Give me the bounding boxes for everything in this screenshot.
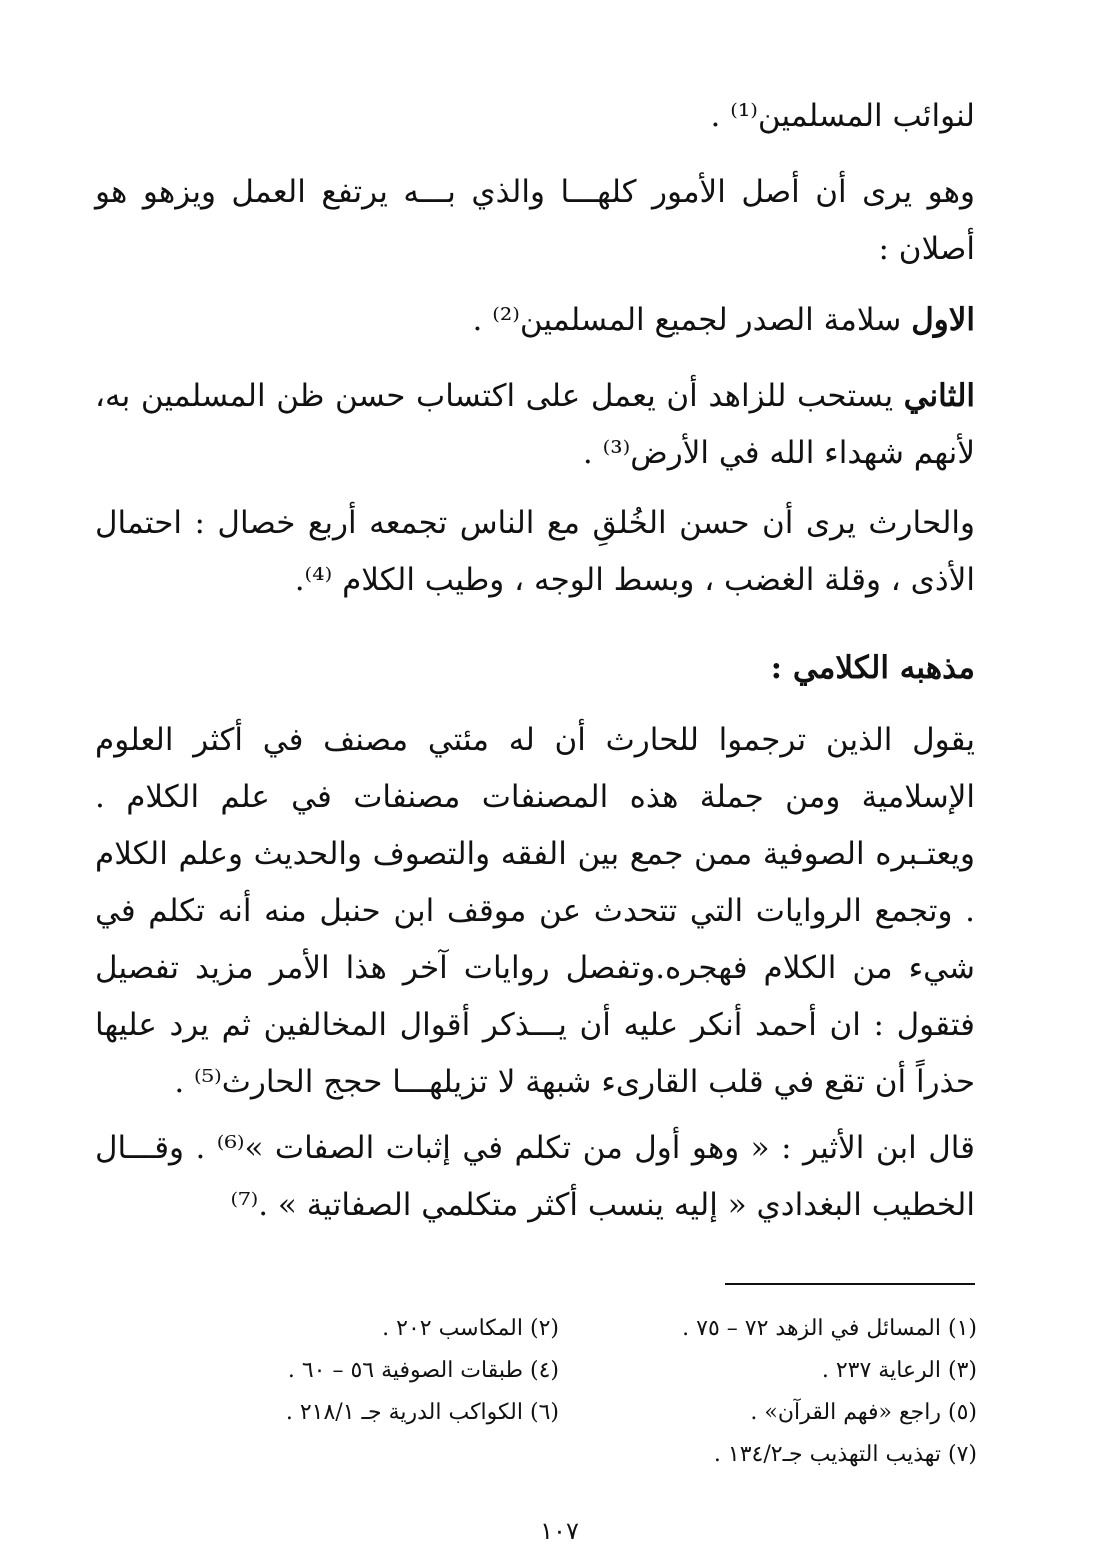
paragraph-5: والحارث يرى أن حسن الخُلقِ مع الناس تجمعه أربع خصال : احتمال الأذى ، وقلة الغضب ، وبسط الوجه ، وطيب الكلام ⁽⁴⁾. [95, 505, 975, 598]
paragraph-6: يقول الذين ترجموا للحارث أن له مئتي مصنف في أكثر العلوم الإسلامية ومن جملة هذه المصنفات مصنفات في علم الكلام . ويعتـبره الصوفية ممن جمع بين الفقه والتصوف والحديث وعلم الكلام . وتجمع الروايات التي تتحدث عن موقف ابن حنبل منه أنه تكلم في شيء من الكلام فهجره.وتفصل روايات آخر هذا الأمر مزيد تفصيل فتقول : ان أحمد أنكر عليه أن يـــذكر أقوال المخالفين ثم يرد عليها حذراً أن تقع في قلب القارىء شبهة لا تزيلهـــا حجج الحارث⁽⁵⁾ . [95, 722, 975, 1100]
footnote-5: (٥) راجع «فهم القرآن» . [750, 1400, 977, 1425]
footnote-1: (١) المسائل في الزهد ٧٢ – ٧٥ . [682, 1316, 977, 1341]
paragraph-3: الاول سلامة الصدر لجميع المسلمين⁽²⁾ . [472, 302, 975, 338]
paragraph-2: وهو يرى أن أصل الأمور كلهـــا والذي بـــه يرتفع العمل ويزهو هو أصلان : [95, 174, 975, 267]
footnote-divider [725, 1283, 975, 1285]
term-first: الاول [911, 302, 975, 338]
footnote-7: (٧) تهذيب التهذيب جـ١٣٤/٢ . [713, 1442, 977, 1467]
paragraph-1: لنوائب المسلمين⁽¹⁾ . [710, 98, 975, 134]
footnote-2: (٢) المكاسب ٢٠٢ . [382, 1316, 559, 1341]
paragraph-4: الثاني يستحب للزاهد أن يعمل على اكتساب حسن ظن المسلمين به، لأنهم شهداء الله في الأرض⁽³⁾ . [95, 378, 975, 471]
page-number: ١٠٧ [540, 1517, 579, 1545]
section-heading: مذهبه الكلامي : [770, 650, 975, 686]
paragraph-7: قال ابن الأثير : « وهو أول من تكلم في إثبات الصفات »⁽⁶⁾ . وقـــال الخطيب البغدادي « إليه ينسب أكثر متكلمي الصفاتية » .⁽⁷⁾ [95, 1130, 975, 1223]
footnote-3: (٣) الرعاية ٢٣٧ . [821, 1358, 977, 1383]
footnote-4: (٤) طبقات الصوفية ٥٦ – ٦٠ . [287, 1358, 559, 1383]
term-second: الثاني [903, 378, 975, 414]
footnote-6: (٦) الكواكب الدرية جـ ٢١٨/١ . [285, 1400, 559, 1425]
